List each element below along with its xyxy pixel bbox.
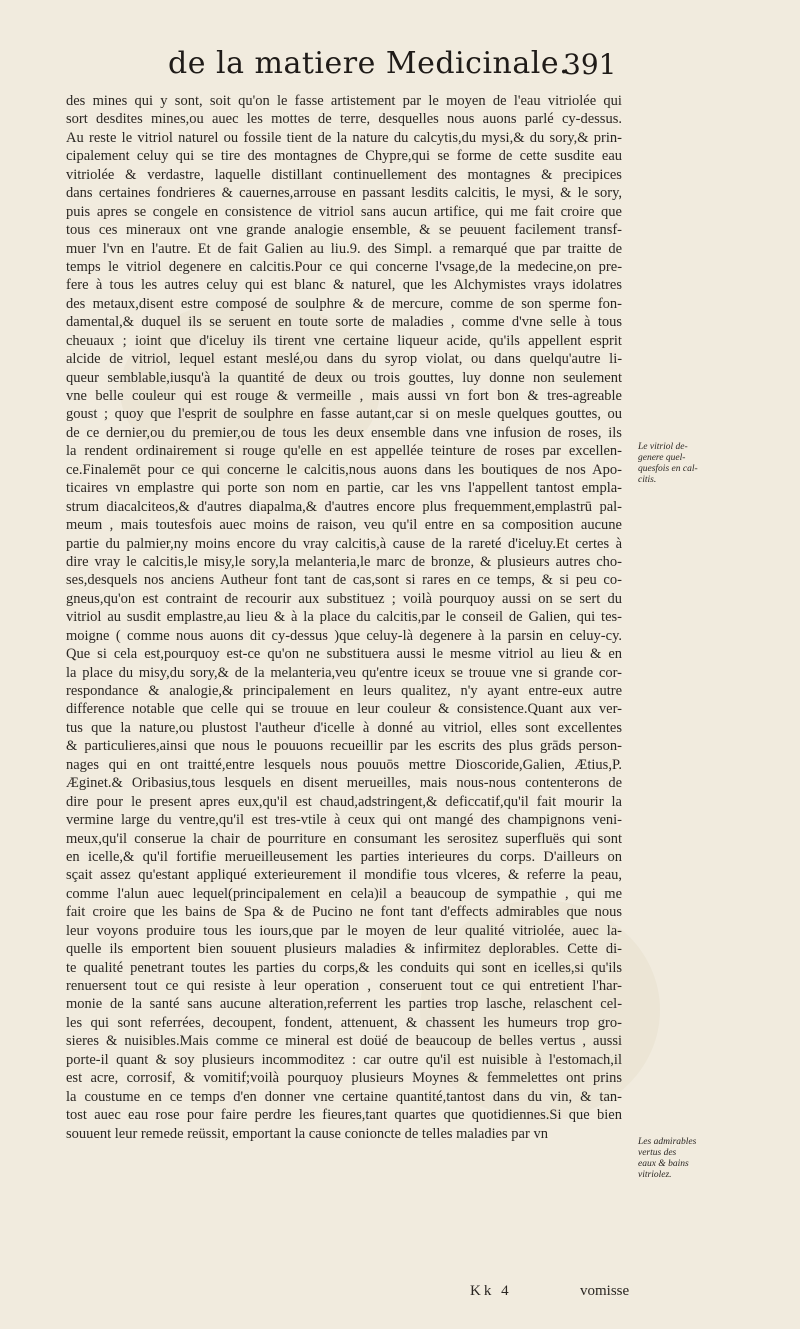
text-line: fait croire que les bains de Spa & de Pucino ne font tant d'effects admirables que nous	[66, 904, 623, 921]
text-line: tus que la nature,ou plustost l'autheur d'icelle à donné au vitriol, elles sont excellentes	[66, 719, 623, 736]
text-line: ticaires vn emplastre qui porte son nom en partie, car les vns l'appellent tantost empla-	[66, 480, 622, 497]
text-line: damental,& duquel ils se seruent en toute sorte de maladies , comme d'vne selle à tous	[66, 314, 623, 331]
page-number: 391	[563, 48, 617, 81]
text-line: difference notable que celle qui se trouue en leur couleur & consistence.Quant aux ver-	[66, 701, 622, 718]
text-line: quelle ils emportent bien souuent plusieurs maladies & infirmitez deplorables. Cette di-	[66, 941, 622, 958]
text-line: vitriolée & verdastre, laquelle distillant continuellement des montagnes & precipices	[66, 166, 622, 183]
text-line: partie du palmier,ny moins encore du vray calcitis,à cause de la rareté d'iceluy.Et certes à	[66, 535, 623, 552]
catchword: vomisse	[580, 1283, 630, 1299]
text-line: ses,desquels nos anciens Autheur font tant de cas,sont si rares en ce temps, & si peu co-	[66, 572, 622, 589]
text-line: la rendent ordinairement si rouge qu'elle en est appellée teinture de roses par excellen-	[66, 443, 623, 460]
text-line: sieres & nuisibles.Mais comme ce mineral est doüé de beaucoup de belles vertus , aussi	[66, 1033, 623, 1050]
body-text	[66, 92, 622, 1143]
marginal-note-line: citis.	[638, 475, 657, 485]
text-line: temps le vitriol degenere en calcitis.Pour ce qui concerne l'vsage,de la medecine,on pre-	[66, 258, 623, 275]
text-line: comme l'alun auec lequel(principalement en cela)il a beaucoup de sympathie , qui me	[66, 885, 623, 902]
text-line: Au reste le vitriol naturel ou fossile tient de la nature du calcytis,du mysi,& du sory,& prin-	[66, 129, 622, 146]
marginal-note-line: vitriolez.	[638, 1170, 672, 1180]
text-line: porte-il quant & soy plusieurs incommoditez : car outre qu'il est nuisible à l'estomach,il	[66, 1051, 622, 1068]
text-line: te qualité penetrant toutes les parties du corps,& les conduits qui sont en icelles,si qu'ils	[66, 959, 623, 976]
text-line: est acre, corrosif, & vomitif;voilà pourquoy plusieurs Moynes & femmelettes ont prins	[66, 1070, 623, 1087]
text-line: dans certaines fondrieres & cauernes,arrouse en passant lesdits calcitis, le mysi, & le sory,	[66, 185, 623, 202]
text-line: meum , mais toutesfois auec moins de raison, veu qu'il entre en sa composition aucune	[66, 517, 622, 534]
text-line: puis apres se congele en consistence de vitriol sans aucun artifice, qui me fait croire que	[66, 203, 622, 220]
marginal-note-line: eaux & bains	[638, 1159, 689, 1169]
text-line: de ce dernier,ou du premier,ou de tous les deux ensemble dans vne infusion de roses, ils	[66, 424, 622, 441]
text-line: la place du misy,du sory,& de la melanteria,veu qu'entre iceux se trouue vne si grande cor-	[66, 664, 622, 681]
text-line: alcide de vitriol, lequel estant meslé,ou dans du syrop violat, ou dans quelqu'autre li-	[66, 351, 623, 368]
marginal-note-line: quesfois en cal-	[638, 464, 698, 474]
text-line: sort desdites mines,ou auec les mottes de terre, desquelles nous auons parlé cy-dessus.	[66, 111, 622, 128]
text-line: cheuaux ; ioint que d'iceluy ils tirent vne certaine liqueur acide, qu'ils appellent esprit	[66, 332, 622, 349]
text-line: dire pour le present apres eux,qu'il est chaud,adstringent,& deficcatif,qu'il fait mourir la	[66, 793, 622, 810]
text-line: renuersent tout ce qui resiste à leur operation , conseruent tout ce qui entretient l'har-	[66, 978, 622, 994]
text-line: vermine large du ventre,qu'il est tres-vtile à ceux qui ont mangé des champignons veni-	[66, 812, 623, 829]
text-line: goust ; quoy que l'esprit de soulphre en fasse autant,car si on mesle quelques gouttes, ou	[66, 406, 623, 423]
text-line: monie de la santé sans aucune alteration,referrent les parties trop lasche, relaschent cel-	[66, 996, 623, 1013]
signature-mark: Kk 4	[470, 1283, 512, 1299]
marginal-note	[638, 442, 758, 486]
text-line: vitriol au susdit emplastre,au lieu & à la place du calcitis,par le conseil de Galien, qui tes-	[66, 609, 622, 626]
page-header	[0, 46, 800, 86]
text-line: des metaux,disent estre composé de soulphre & de mercure, comme de son sperme fon-	[66, 295, 622, 312]
text-line: leur voyons produire tous les iours,que par le moyen de leur qualité vitriolée, auec la-	[66, 922, 622, 939]
text-line: gneus,qu'on est contraint de recourir aux substituez ; voilà pourquoy aussi on se sert du	[66, 590, 622, 607]
text-line: en icelle,& qu'il fortifie merueilleusement les parties interieures du corps. D'ailleurs on	[66, 848, 623, 865]
text-line: moigne ( comme nous auons dit cy-dessus )que celuy-là degenere à la parsin en celuy-cy.	[66, 627, 622, 644]
page-footer	[0, 1283, 800, 1307]
text-line: muer l'vn en l'autre. Et de fait Galien au liu.9. des Simpl. a remarqué que par traitte de	[66, 240, 623, 257]
text-line: strum diacalciteos,& d'autres diapalma,& d'autres encore plus frequemment,emplastrū pal-	[66, 498, 622, 515]
text-line: & particulieres,ainsi que nous le pouuons recueillir par les escrits des plus grāds person-	[66, 738, 622, 755]
text-line: souuent leur remede reüssit, emportant la cause conioncte de telles maladies par vn	[66, 1125, 548, 1142]
text-line: dire vray le calcitis,le misy,le sory,la melanteria,le marc de bronze, & plusieurs autres cho-	[66, 553, 622, 570]
marginal-note	[638, 1137, 758, 1181]
text-line: cipalement celuy qui se tire des montagnes de Chypre,qui se forme de cette susdite eau	[66, 148, 623, 165]
marginal-note-line: genere quel-	[638, 453, 686, 463]
marginal-note-line: vertus des	[638, 1148, 677, 1158]
text-line: Æginet.& Oribasius,tous lesquels en disent merueilles, mais nous-nous contenterons de	[66, 775, 623, 792]
text-line: meux,qu'il conserue la chair de pourriture en consumant les serositez superfluës qui sont	[66, 830, 622, 847]
text-line: respondance & analogie,& principalement en leurs qualitez, n'y ayant entre-eux autre	[66, 683, 623, 699]
text-line: Que si cela est,pourquoy est-ce qu'on ne substituera aussi le mesme vitriol au lieu & en	[66, 646, 622, 663]
text-line: tous ces mineraux ont vne grande analogie ensemble, & se peuuent facilement transf-	[66, 222, 623, 239]
marginal-note-line: Le vitriol de-	[638, 442, 688, 452]
running-title: de la matiere Medicinale.	[168, 46, 570, 81]
text-line: la coustume en ce temps d'en donner vne certaine quantité,tantost dans du vin, & tan-	[66, 1088, 622, 1105]
text-line: tost auec eau rose pour faire perdre les fieures,tant quartes que quotidiennes.Si que bien	[66, 1107, 622, 1124]
text-line: fere à tous les autres celuy qui est blanc & naturel, que les Alchymistes vrays idolatres	[66, 277, 622, 294]
text-line: des mines qui y sont, soit qu'on le fasse artistement par le moyen de l'eau vitriolée qui	[66, 93, 622, 109]
text-line: queur semblable,iusqu'à la quantité de deux ou trois gouttes, luy donne non seulement	[66, 369, 622, 386]
text-line: nages qui en ont traitté,entre lesquels nous pouuōs mettre Dioscoride,Galien, Ætius,P.	[66, 756, 623, 773]
text-line: les qui sont referrées, decoupent, fondent, attenuent, & chassent les humeurs trop gro-	[66, 1014, 622, 1031]
text-line: sçait assez qu'estant appliqué exterieurement il mondifie tous vlceres, & referre la peau,	[66, 867, 623, 884]
marginal-note-line: Les admirables	[638, 1137, 697, 1147]
text-line: vne belle couleur qui est rouge & vermeille , mais aussi vn fort bon & tres-agreable	[66, 388, 622, 404]
text-line: ce.Finalemēt pour ce qui concerne le calcitis,nous auons dans les boutiques de nos Apo-	[66, 461, 622, 478]
